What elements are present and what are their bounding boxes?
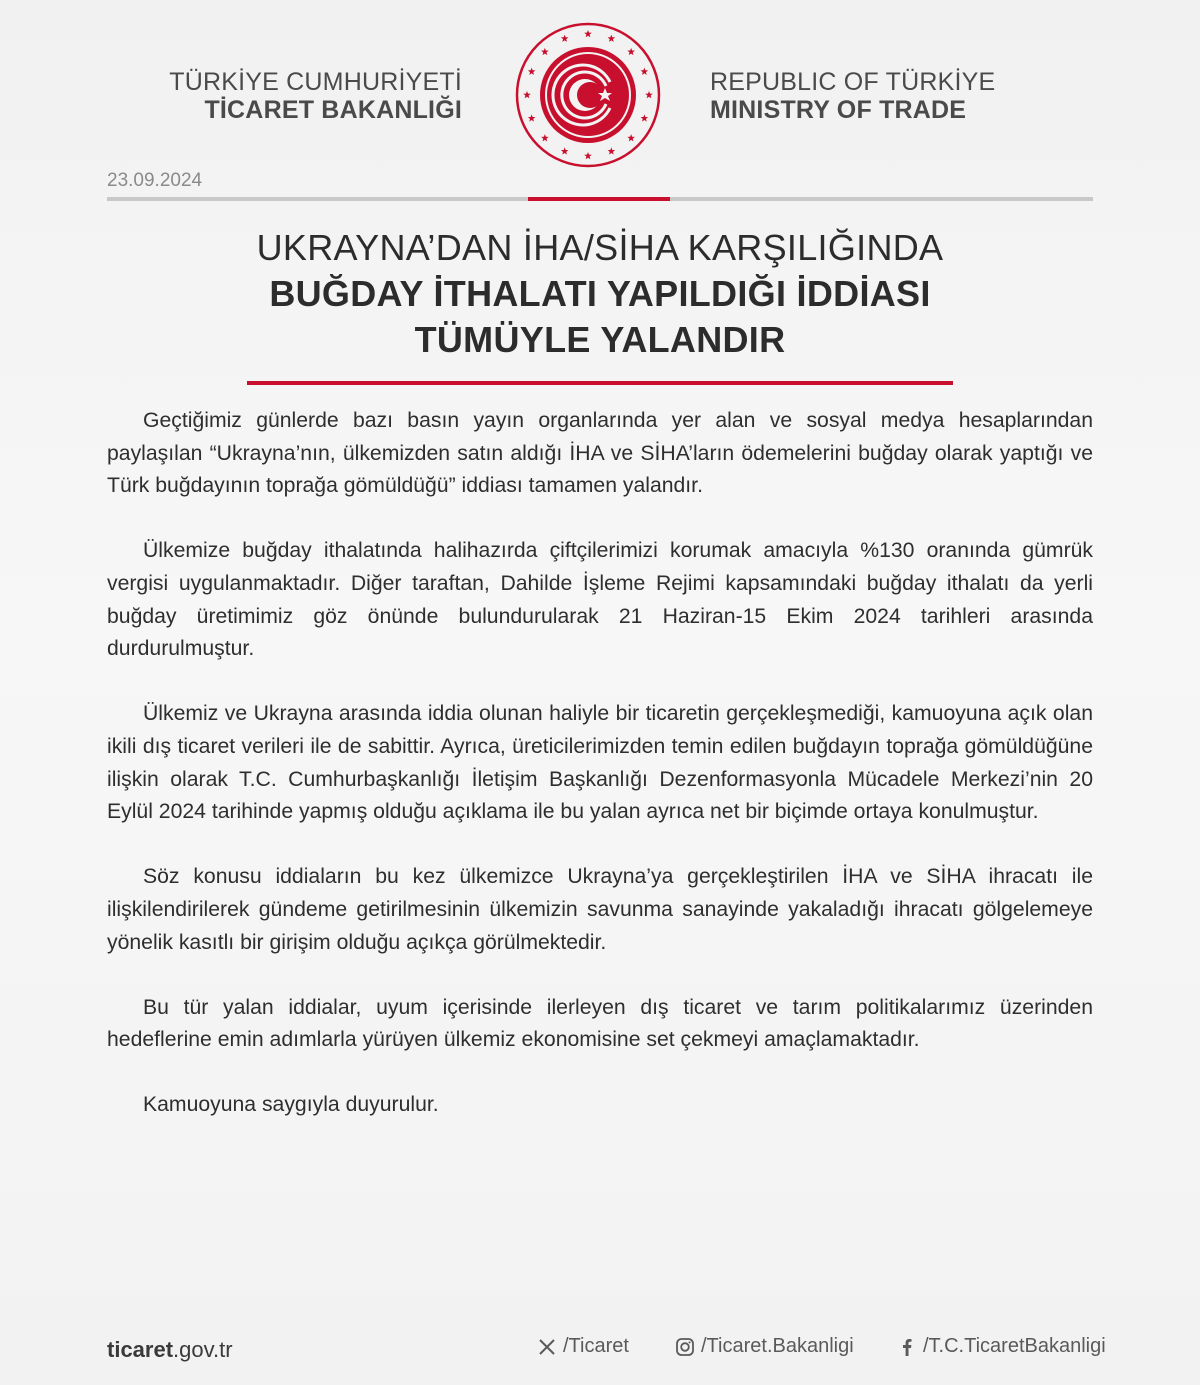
header-divider-accent [528,197,670,201]
release-date: 23.09.2024 [107,170,203,191]
emblem-star [608,147,616,154]
paragraph-2: Ülkemize buğday ithalatında halihazırda çiftçilerimizi korumak amacıyla %130 oranında gümrük vergisi uygulanmaktadır. Diğer taraftan, Dahilde İşleme Rejimi kapsamındaki buğday ithalatı da yerli buğday üretimimiz göz önünde bulundurularak 21 Haziran-15 Ekim 2024 tarihleri arasında durdurulmuştur. [107,539,1093,661]
title-divider [247,381,953,385]
title-line1: UKRAYNA’DAN İHA/SİHA KARŞILIĞINDA [256,227,944,268]
title-line3: TÜMÜYLE YALANDIR [414,319,786,360]
page-title [100,225,1100,363]
title-line2: BUĞDAY İTHALATI YAPILDIĞI İDDİASI [269,273,931,314]
emblem-star [641,68,649,75]
website-domain: .gov.tr [173,1337,233,1362]
website-bold: ticaret [107,1337,174,1362]
x-link[interactable] [537,1335,629,1358]
header-left-line1: TÜRKİYE CUMHURİYETİ [169,68,462,96]
paragraph-4: Söz konusu iddiaların bu kez ülkemizce Ukrayna’ya gerçekleştirilen İHA ve SİHA ihracatı ile ilişkilendirilerek gündeme getirilmesinin ülkemizin savunma sanayinde yakaladığı ihracatı gölgelemeye yönelik kasıtlı bir girişim olduğu açıkça görülmektedir. [107,865,1093,954]
emblem-star [541,134,549,141]
website-link[interactable] [107,1337,233,1363]
emblem-star [528,114,536,121]
statement-body [107,405,1093,1155]
emblem-star [523,91,531,98]
facebook-link[interactable] [897,1335,1106,1358]
facebook-handle: /T.C.TicaretBakanligi [923,1335,1106,1357]
header-right-line2: MINISTRY OF TRADE [710,96,967,124]
emblem-star [584,30,592,37]
header-right-line1: REPUBLIC OF TÜRKİYE [710,68,996,96]
emblem-star [541,48,549,55]
x-handle: /Ticaret [563,1335,629,1357]
emblem-star [608,35,616,42]
instagram-icon [675,1337,695,1357]
header-left-text [169,68,462,124]
ministry-emblem-icon [515,22,661,168]
emblem-star [528,68,536,75]
emblem-star [584,152,592,159]
emblem-star [627,48,635,55]
footer [107,1333,1106,1367]
emblem-star [627,134,635,141]
emblem-star [645,91,653,98]
paragraph-1: Geçtiğimiz günlerde bazı basın yayın organlarında yer alan ve sosyal medya hesaplarından paylaşılan “Ukrayna’nın, ülkemizden satın aldığı İHA ve SİHA’ların ödemelerini buğday olarak yaptığı ve Türk buğdayının toprağa gömüldüğü” iddiası tamamen yalandır. [107,409,1093,498]
emblem-star [561,35,569,42]
facebook-icon [897,1337,917,1357]
instagram-handle: /Ticaret.Bakanligi [701,1335,854,1357]
paragraph-5: Bu tür yalan iddialar, uyum içerisinde ilerleyen dış ticaret ve tarım politikalarımız üzerinden hedeflerine emin adımlarla yürüyen ülkemiz ekonomisine set çekmeyi amaçlamaktadır. [107,995,1093,1052]
x-logo-icon [537,1337,557,1357]
paragraph-3: Ülkemiz ve Ukrayna arasında iddia olunan haliyle bir ticaretin gerçekleşmediği, kamuoyuna açık olan ikili dış ticaret verileri ile de sabittir. Ayrıca, üreticilerimizden temin edilen buğdayın toprağa gömüldüğüne ilişkin olarak T.C. Cumhurbaşkanlığı İletişim Başkanlığı Dezenformasyonla Mücadele Merkezi’nin 20 Eylül 2024 tarihinde yapmış olduğu açıklama ile bu yalan ayrıca net bir biçimde ortaya konulmuştur. [107,702,1093,824]
header-right-text [710,68,995,124]
instagram-link[interactable] [675,1335,854,1358]
emblem-star [561,147,569,154]
emblem-star [641,114,649,121]
paragraph-closing: Kamuoyuna saygıyla duyurulur. [143,1093,439,1117]
header-left-line2: TİCARET BAKANLIĞI [204,96,462,124]
